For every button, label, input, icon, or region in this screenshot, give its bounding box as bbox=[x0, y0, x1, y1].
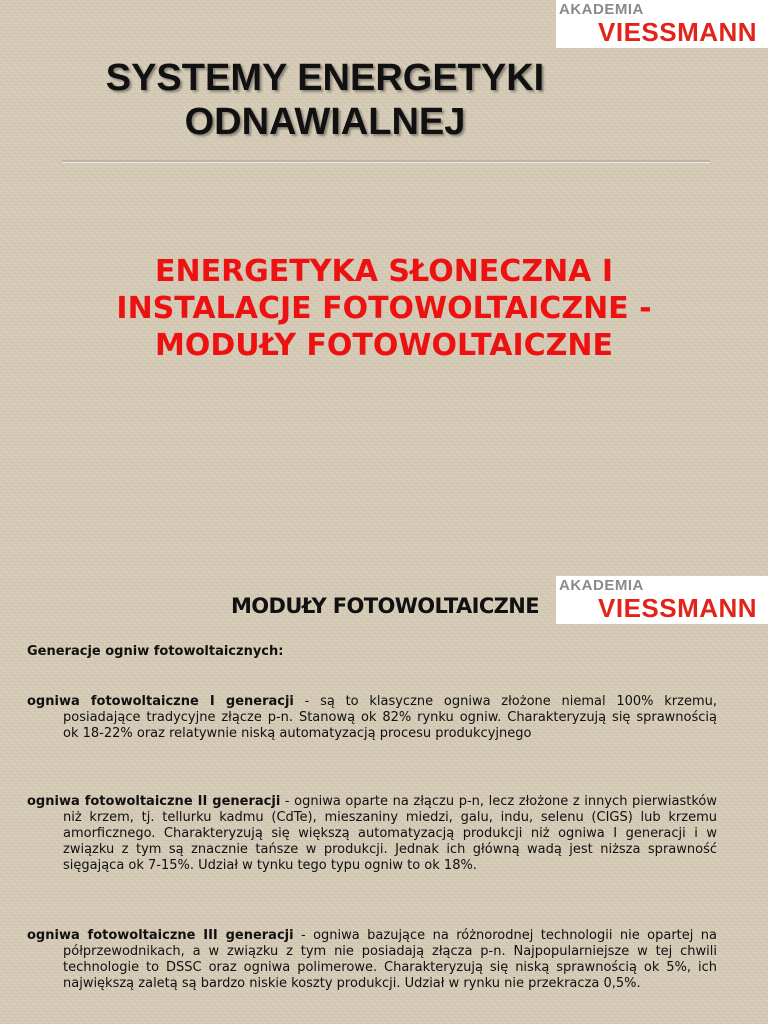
generation-3-term: ogniwa fotowoltaiczne III generacji bbox=[27, 928, 294, 943]
generation-1-description: - są to klasyczne ogniwa złożone niemal 100% krzemu, posiadające tradycyjne złącze p-n. Stanową ok 82% rynku ogniw. Charakteryzują się sprawnością ok 18-22% oraz relatywnie niską automatyzacją procesu produkcyjnego bbox=[63, 694, 717, 741]
viessmann-academy-logo: AKADEMIA VIESSMANN bbox=[556, 0, 768, 48]
generations-intro: Generacje ogniw fotowoltaicznych: bbox=[27, 644, 284, 659]
generation-3-description: - ogniwa bazujące na różnorodnej technologii nie opartej na półprzewodnikach, a w związku z tym nie posiadają złącza p-n. Najpopularniejsze w tej chwili technologie to DSSC oraz ogniwa polimerowe. Charakteryzują się niską sprawnością ok 5%, ich największą zaletą są bardzo niskie koszty produkcji. Udział w rynku nie przekracza 0,5%. bbox=[63, 928, 717, 991]
generation-2-description: - ogniwa oparte na złączu p-n, lecz złożone z innych pierwiastków niż krzem, tj. tellurku kadmu (CdTe), mieszaniny miedzi, galu, indu, selenu (CIGS) lub krzemu amorficznego. Charakteryzują się większą automatyzacją produkcji niż ogniwa I generacji i w związku z tym są znacznie tańsze w produkcji. Jednak ich główną wadą jest niższa sprawność sięgająca ok 7-15%. Udział w tynku tego typu ogniw to ok 18%. bbox=[63, 794, 717, 873]
generation-3-paragraph bbox=[27, 928, 717, 992]
generation-1-term: ogniwa fotowoltaiczne I generacji bbox=[27, 694, 294, 709]
section-heading: MODUŁY FOTOWOLTAICZNE bbox=[231, 594, 539, 618]
title-divider bbox=[62, 160, 710, 163]
generation-1-paragraph bbox=[27, 694, 717, 742]
slide-subtitle: ENERGETYKA SŁONECZNA I INSTALACJE FOTOWOLTAICZNE - MODUŁY FOTOWOLTAICZNE bbox=[116, 254, 652, 363]
generation-2-term: ogniwa fotowoltaiczne II generacji bbox=[27, 794, 281, 809]
main-title: SYSTEMY ENERGETYKI ODNAWIALNEJ bbox=[105, 57, 545, 143]
viessmann-academy-logo: AKADEMIA VIESSMANN bbox=[556, 576, 768, 624]
generation-2-paragraph bbox=[27, 794, 717, 874]
slide-pv-modules bbox=[0, 576, 768, 1024]
